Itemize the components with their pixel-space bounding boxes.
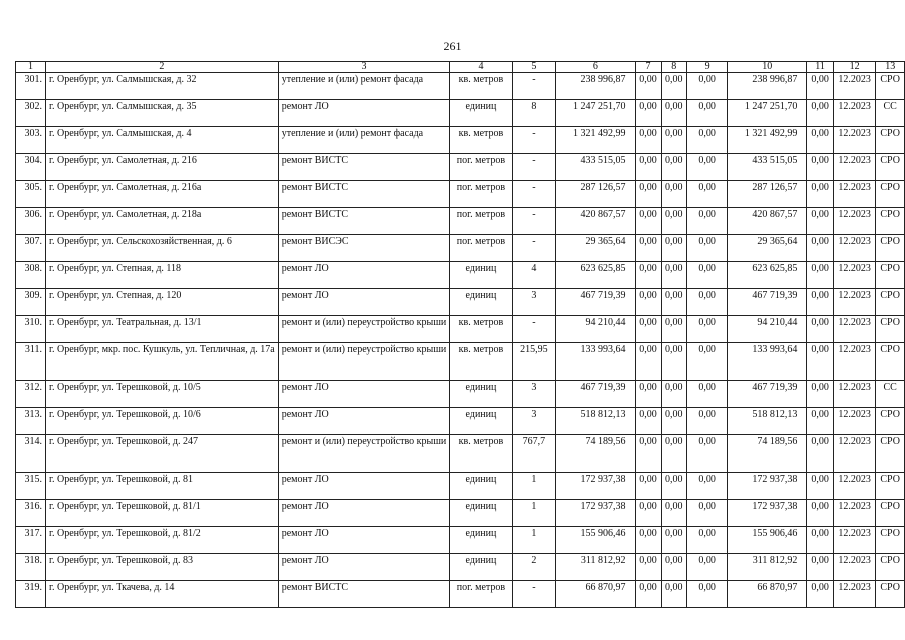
col11-cell: 0,00 — [807, 343, 833, 381]
completion-date-cell: 12.2023 — [833, 154, 876, 181]
total-cost-cell: 518 812,13 — [556, 408, 635, 435]
col9-cell: 0,00 — [687, 527, 728, 554]
unit-cell: пог. метров — [450, 181, 512, 208]
unit-cell: единиц — [450, 289, 512, 316]
col10-cost-cell: 1 247 251,70 — [728, 100, 807, 127]
fund-type-cell: СРО — [876, 154, 905, 181]
col9-cell: 0,00 — [687, 100, 728, 127]
column-header: 6 — [556, 62, 635, 73]
address-cell: г. Оренбург, ул. Салмышская, д. 35 — [46, 100, 279, 127]
address-cell: г. Оренбург, ул. Степная, д. 118 — [46, 262, 279, 289]
fund-type-cell: СРО — [876, 289, 905, 316]
col8-cell: 0,00 — [661, 262, 686, 289]
total-cost-cell: 287 126,57 — [556, 181, 635, 208]
col8-cell: 0,00 — [661, 154, 686, 181]
completion-date-cell: 12.2023 — [833, 262, 876, 289]
row-number: 319. — [16, 581, 46, 608]
address-cell: г. Оренбург, ул. Самолетная, д. 218а — [46, 208, 279, 235]
col9-cell: 0,00 — [687, 500, 728, 527]
table-row — [16, 100, 905, 127]
address-cell: г. Оренбург, мкр. пос. Кушкуль, ул. Тепличная, д. 17а — [46, 343, 279, 381]
quantity-cell: - — [512, 316, 556, 343]
col11-cell: 0,00 — [807, 316, 833, 343]
col11-cell: 0,00 — [807, 262, 833, 289]
completion-date-cell: 12.2023 — [833, 316, 876, 343]
row-number: 315. — [16, 473, 46, 500]
completion-date-cell: 12.2023 — [833, 381, 876, 408]
col7-cell: 0,00 — [635, 289, 661, 316]
unit-cell: кв. метров — [450, 73, 512, 100]
quantity-cell: - — [512, 235, 556, 262]
completion-date-cell: 12.2023 — [833, 408, 876, 435]
col7-cell: 0,00 — [635, 208, 661, 235]
unit-cell: единиц — [450, 527, 512, 554]
table-row — [16, 554, 905, 581]
completion-date-cell: 12.2023 — [833, 235, 876, 262]
unit-cell: кв. метров — [450, 127, 512, 154]
fund-type-cell: СРО — [876, 127, 905, 154]
total-cost-cell: 420 867,57 — [556, 208, 635, 235]
quantity-cell: - — [512, 154, 556, 181]
col7-cell: 0,00 — [635, 381, 661, 408]
work-type-cell: ремонт ЛО — [278, 527, 450, 554]
work-type-cell: ремонт ВИСТС — [278, 154, 450, 181]
quantity-cell: 767,7 — [512, 435, 556, 473]
col8-cell: 0,00 — [661, 208, 686, 235]
completion-date-cell: 12.2023 — [833, 581, 876, 608]
fund-type-cell: СРО — [876, 343, 905, 381]
col11-cell: 0,00 — [807, 581, 833, 608]
work-type-cell: ремонт и (или) переустройство крыши — [278, 435, 450, 473]
col10-cost-cell: 467 719,39 — [728, 381, 807, 408]
capital-repair-table — [15, 61, 905, 608]
address-cell: г. Оренбург, ул. Самолетная, д. 216 — [46, 154, 279, 181]
quantity-cell: 4 — [512, 262, 556, 289]
unit-cell: кв. метров — [450, 343, 512, 381]
address-cell: г. Оренбург, ул. Театральная, д. 13/1 — [46, 316, 279, 343]
total-cost-cell: 238 996,87 — [556, 73, 635, 100]
work-type-cell: ремонт ВИСТС — [278, 181, 450, 208]
row-number: 313. — [16, 408, 46, 435]
address-cell: г. Оренбург, ул. Терешковой, д. 81 — [46, 473, 279, 500]
col9-cell: 0,00 — [687, 235, 728, 262]
completion-date-cell: 12.2023 — [833, 73, 876, 100]
completion-date-cell: 12.2023 — [833, 500, 876, 527]
completion-date-cell: 12.2023 — [833, 435, 876, 473]
total-cost-cell: 29 365,64 — [556, 235, 635, 262]
address-cell: г. Оренбург, ул. Терешковой, д. 81/1 — [46, 500, 279, 527]
row-number: 310. — [16, 316, 46, 343]
total-cost-cell: 467 719,39 — [556, 289, 635, 316]
quantity-cell: 1 — [512, 473, 556, 500]
col7-cell: 0,00 — [635, 343, 661, 381]
row-number: 301. — [16, 73, 46, 100]
quantity-cell: 3 — [512, 289, 556, 316]
table-row — [16, 73, 905, 100]
col8-cell: 0,00 — [661, 181, 686, 208]
row-number: 305. — [16, 181, 46, 208]
fund-type-cell: СРО — [876, 554, 905, 581]
col7-cell: 0,00 — [635, 127, 661, 154]
completion-date-cell: 12.2023 — [833, 527, 876, 554]
column-header: 13 — [876, 62, 905, 73]
completion-date-cell: 12.2023 — [833, 100, 876, 127]
table-row — [16, 581, 905, 608]
address-cell: г. Оренбург, ул. Степная, д. 120 — [46, 289, 279, 316]
col10-cost-cell: 420 867,57 — [728, 208, 807, 235]
address-cell: г. Оренбург, ул. Салмышская, д. 4 — [46, 127, 279, 154]
col8-cell: 0,00 — [661, 100, 686, 127]
unit-cell: единиц — [450, 500, 512, 527]
total-cost-cell: 155 906,46 — [556, 527, 635, 554]
col11-cell: 0,00 — [807, 235, 833, 262]
col8-cell: 0,00 — [661, 581, 686, 608]
unit-cell: единиц — [450, 100, 512, 127]
col7-cell: 0,00 — [635, 235, 661, 262]
col9-cell: 0,00 — [687, 581, 728, 608]
col9-cell: 0,00 — [687, 473, 728, 500]
unit-cell: единиц — [450, 473, 512, 500]
fund-type-cell: СРО — [876, 316, 905, 343]
address-cell: г. Оренбург, ул. Салмышская, д. 32 — [46, 73, 279, 100]
table-row — [16, 500, 905, 527]
col11-cell: 0,00 — [807, 73, 833, 100]
col8-cell: 0,00 — [661, 554, 686, 581]
col10-cost-cell: 172 937,38 — [728, 473, 807, 500]
quantity-cell: 3 — [512, 408, 556, 435]
col10-cost-cell: 1 321 492,99 — [728, 127, 807, 154]
table-row — [16, 289, 905, 316]
col10-cost-cell: 238 996,87 — [728, 73, 807, 100]
col10-cost-cell: 467 719,39 — [728, 289, 807, 316]
table-row — [16, 408, 905, 435]
unit-cell: единиц — [450, 262, 512, 289]
fund-type-cell: СС — [876, 381, 905, 408]
col11-cell: 0,00 — [807, 181, 833, 208]
col7-cell: 0,00 — [635, 262, 661, 289]
completion-date-cell: 12.2023 — [833, 343, 876, 381]
quantity-cell: 1 — [512, 527, 556, 554]
column-header: 10 — [728, 62, 807, 73]
column-header: 11 — [807, 62, 833, 73]
work-type-cell: ремонт ВИСТС — [278, 208, 450, 235]
address-cell: г. Оренбург, ул. Самолетная, д. 216а — [46, 181, 279, 208]
quantity-cell: - — [512, 127, 556, 154]
column-header: 2 — [46, 62, 279, 73]
column-header: 9 — [687, 62, 728, 73]
work-type-cell: ремонт и (или) переустройство крыши — [278, 343, 450, 381]
col7-cell: 0,00 — [635, 73, 661, 100]
quantity-cell: - — [512, 581, 556, 608]
total-cost-cell: 623 625,85 — [556, 262, 635, 289]
col11-cell: 0,00 — [807, 127, 833, 154]
col10-cost-cell: 623 625,85 — [728, 262, 807, 289]
address-cell: г. Оренбург, ул. Терешковой, д. 10/6 — [46, 408, 279, 435]
table-row — [16, 262, 905, 289]
col11-cell: 0,00 — [807, 100, 833, 127]
unit-cell: кв. метров — [450, 316, 512, 343]
total-cost-cell: 1 247 251,70 — [556, 100, 635, 127]
col9-cell: 0,00 — [687, 381, 728, 408]
column-header: 4 — [450, 62, 512, 73]
work-type-cell: ремонт ЛО — [278, 100, 450, 127]
row-number: 302. — [16, 100, 46, 127]
fund-type-cell: СРО — [876, 473, 905, 500]
total-cost-cell: 172 937,38 — [556, 500, 635, 527]
col7-cell: 0,00 — [635, 154, 661, 181]
col10-cost-cell: 433 515,05 — [728, 154, 807, 181]
unit-cell: пог. метров — [450, 581, 512, 608]
col7-cell: 0,00 — [635, 581, 661, 608]
col11-cell: 0,00 — [807, 500, 833, 527]
col8-cell: 0,00 — [661, 343, 686, 381]
col9-cell: 0,00 — [687, 208, 728, 235]
table-row — [16, 527, 905, 554]
work-type-cell: ремонт ЛО — [278, 408, 450, 435]
col10-cost-cell: 94 210,44 — [728, 316, 807, 343]
work-type-cell: ремонт и (или) переустройство крыши — [278, 316, 450, 343]
total-cost-cell: 1 321 492,99 — [556, 127, 635, 154]
col11-cell: 0,00 — [807, 289, 833, 316]
quantity-cell: - — [512, 181, 556, 208]
col7-cell: 0,00 — [635, 316, 661, 343]
col11-cell: 0,00 — [807, 435, 833, 473]
column-header: 1 — [16, 62, 46, 73]
col9-cell: 0,00 — [687, 154, 728, 181]
unit-cell: единиц — [450, 381, 512, 408]
work-type-cell: ремонт ЛО — [278, 473, 450, 500]
col9-cell: 0,00 — [687, 554, 728, 581]
completion-date-cell: 12.2023 — [833, 181, 876, 208]
fund-type-cell: СРО — [876, 73, 905, 100]
completion-date-cell: 12.2023 — [833, 473, 876, 500]
fund-type-cell: СРО — [876, 235, 905, 262]
total-cost-cell: 66 870,97 — [556, 581, 635, 608]
table-row — [16, 127, 905, 154]
col9-cell: 0,00 — [687, 127, 728, 154]
address-cell: г. Оренбург, ул. Терешковой, д. 10/5 — [46, 381, 279, 408]
work-type-cell: утепление и (или) ремонт фасада — [278, 127, 450, 154]
work-type-cell: ремонт ЛО — [278, 554, 450, 581]
col7-cell: 0,00 — [635, 408, 661, 435]
table-row — [16, 316, 905, 343]
fund-type-cell: СРО — [876, 581, 905, 608]
completion-date-cell: 12.2023 — [833, 127, 876, 154]
quantity-cell: 215,95 — [512, 343, 556, 381]
col7-cell: 0,00 — [635, 100, 661, 127]
col10-cost-cell: 172 937,38 — [728, 500, 807, 527]
col8-cell: 0,00 — [661, 473, 686, 500]
row-number: 318. — [16, 554, 46, 581]
quantity-cell: 1 — [512, 500, 556, 527]
table-row — [16, 343, 905, 381]
completion-date-cell: 12.2023 — [833, 208, 876, 235]
row-number: 312. — [16, 381, 46, 408]
col9-cell: 0,00 — [687, 408, 728, 435]
col7-cell: 0,00 — [635, 181, 661, 208]
col8-cell: 0,00 — [661, 435, 686, 473]
col8-cell: 0,00 — [661, 127, 686, 154]
fund-type-cell: СРО — [876, 262, 905, 289]
table-row — [16, 381, 905, 408]
unit-cell: пог. метров — [450, 235, 512, 262]
work-type-cell: ремонт ЛО — [278, 262, 450, 289]
col8-cell: 0,00 — [661, 527, 686, 554]
col10-cost-cell: 311 812,92 — [728, 554, 807, 581]
row-number: 317. — [16, 527, 46, 554]
col10-cost-cell: 518 812,13 — [728, 408, 807, 435]
col9-cell: 0,00 — [687, 73, 728, 100]
unit-cell: единиц — [450, 408, 512, 435]
col7-cell: 0,00 — [635, 554, 661, 581]
work-type-cell: ремонт ВИСТС — [278, 581, 450, 608]
col10-cost-cell: 155 906,46 — [728, 527, 807, 554]
col9-cell: 0,00 — [687, 316, 728, 343]
col11-cell: 0,00 — [807, 208, 833, 235]
col10-cost-cell: 287 126,57 — [728, 181, 807, 208]
work-type-cell: ремонт ЛО — [278, 289, 450, 316]
work-type-cell: ремонт ВИСЭС — [278, 235, 450, 262]
col9-cell: 0,00 — [687, 343, 728, 381]
fund-type-cell: СРО — [876, 527, 905, 554]
row-number: 304. — [16, 154, 46, 181]
table-row — [16, 235, 905, 262]
col8-cell: 0,00 — [661, 381, 686, 408]
col10-cost-cell: 133 993,64 — [728, 343, 807, 381]
row-number: 307. — [16, 235, 46, 262]
total-cost-cell: 74 189,56 — [556, 435, 635, 473]
col7-cell: 0,00 — [635, 527, 661, 554]
column-header: 5 — [512, 62, 556, 73]
row-number: 311. — [16, 343, 46, 381]
col8-cell: 0,00 — [661, 289, 686, 316]
unit-cell: пог. метров — [450, 208, 512, 235]
work-type-cell: ремонт ЛО — [278, 500, 450, 527]
col7-cell: 0,00 — [635, 435, 661, 473]
col8-cell: 0,00 — [661, 316, 686, 343]
address-cell: г. Оренбург, ул. Сельскохозяйственная, д. 6 — [46, 235, 279, 262]
quantity-cell: 8 — [512, 100, 556, 127]
row-number: 306. — [16, 208, 46, 235]
table-row — [16, 435, 905, 473]
col7-cell: 0,00 — [635, 500, 661, 527]
address-cell: г. Оренбург, ул. Терешковой, д. 83 — [46, 554, 279, 581]
col10-cost-cell: 29 365,64 — [728, 235, 807, 262]
address-cell: г. Оренбург, ул. Ткачева, д. 14 — [46, 581, 279, 608]
col9-cell: 0,00 — [687, 289, 728, 316]
quantity-cell: - — [512, 208, 556, 235]
row-number: 309. — [16, 289, 46, 316]
col11-cell: 0,00 — [807, 408, 833, 435]
col10-cost-cell: 66 870,97 — [728, 581, 807, 608]
col11-cell: 0,00 — [807, 473, 833, 500]
fund-type-cell: СРО — [876, 181, 905, 208]
quantity-cell: 3 — [512, 381, 556, 408]
col9-cell: 0,00 — [687, 181, 728, 208]
column-header: 7 — [635, 62, 661, 73]
col7-cell: 0,00 — [635, 473, 661, 500]
col9-cell: 0,00 — [687, 262, 728, 289]
quantity-cell: 2 — [512, 554, 556, 581]
col11-cell: 0,00 — [807, 527, 833, 554]
unit-cell: единиц — [450, 554, 512, 581]
fund-type-cell: СРО — [876, 500, 905, 527]
total-cost-cell: 133 993,64 — [556, 343, 635, 381]
col11-cell: 0,00 — [807, 154, 833, 181]
fund-type-cell: СРО — [876, 208, 905, 235]
total-cost-cell: 172 937,38 — [556, 473, 635, 500]
col10-cost-cell: 74 189,56 — [728, 435, 807, 473]
column-header: 12 — [833, 62, 876, 73]
completion-date-cell: 12.2023 — [833, 554, 876, 581]
column-header: 8 — [661, 62, 686, 73]
col9-cell: 0,00 — [687, 435, 728, 473]
row-number: 303. — [16, 127, 46, 154]
row-number: 314. — [16, 435, 46, 473]
column-number-header-row — [16, 62, 905, 73]
total-cost-cell: 94 210,44 — [556, 316, 635, 343]
row-number: 308. — [16, 262, 46, 289]
total-cost-cell: 433 515,05 — [556, 154, 635, 181]
page-number: 261 — [443, 39, 462, 53]
work-type-cell: ремонт ЛО — [278, 381, 450, 408]
table-row — [16, 473, 905, 500]
address-cell: г. Оренбург, ул. Терешковой, д. 247 — [46, 435, 279, 473]
col8-cell: 0,00 — [661, 408, 686, 435]
total-cost-cell: 467 719,39 — [556, 381, 635, 408]
row-number: 316. — [16, 500, 46, 527]
col8-cell: 0,00 — [661, 235, 686, 262]
table-row — [16, 154, 905, 181]
work-type-cell: утепление и (или) ремонт фасада — [278, 73, 450, 100]
unit-cell: кв. метров — [450, 435, 512, 473]
table-row — [16, 208, 905, 235]
address-cell: г. Оренбург, ул. Терешковой, д. 81/2 — [46, 527, 279, 554]
fund-type-cell: СС — [876, 100, 905, 127]
column-header: 3 — [278, 62, 450, 73]
quantity-cell: - — [512, 73, 556, 100]
col8-cell: 0,00 — [661, 73, 686, 100]
total-cost-cell: 311 812,92 — [556, 554, 635, 581]
completion-date-cell: 12.2023 — [833, 289, 876, 316]
col8-cell: 0,00 — [661, 500, 686, 527]
table-row — [16, 181, 905, 208]
col11-cell: 0,00 — [807, 381, 833, 408]
fund-type-cell: СРО — [876, 408, 905, 435]
col11-cell: 0,00 — [807, 554, 833, 581]
fund-type-cell: СРО — [876, 435, 905, 473]
unit-cell: пог. метров — [450, 154, 512, 181]
